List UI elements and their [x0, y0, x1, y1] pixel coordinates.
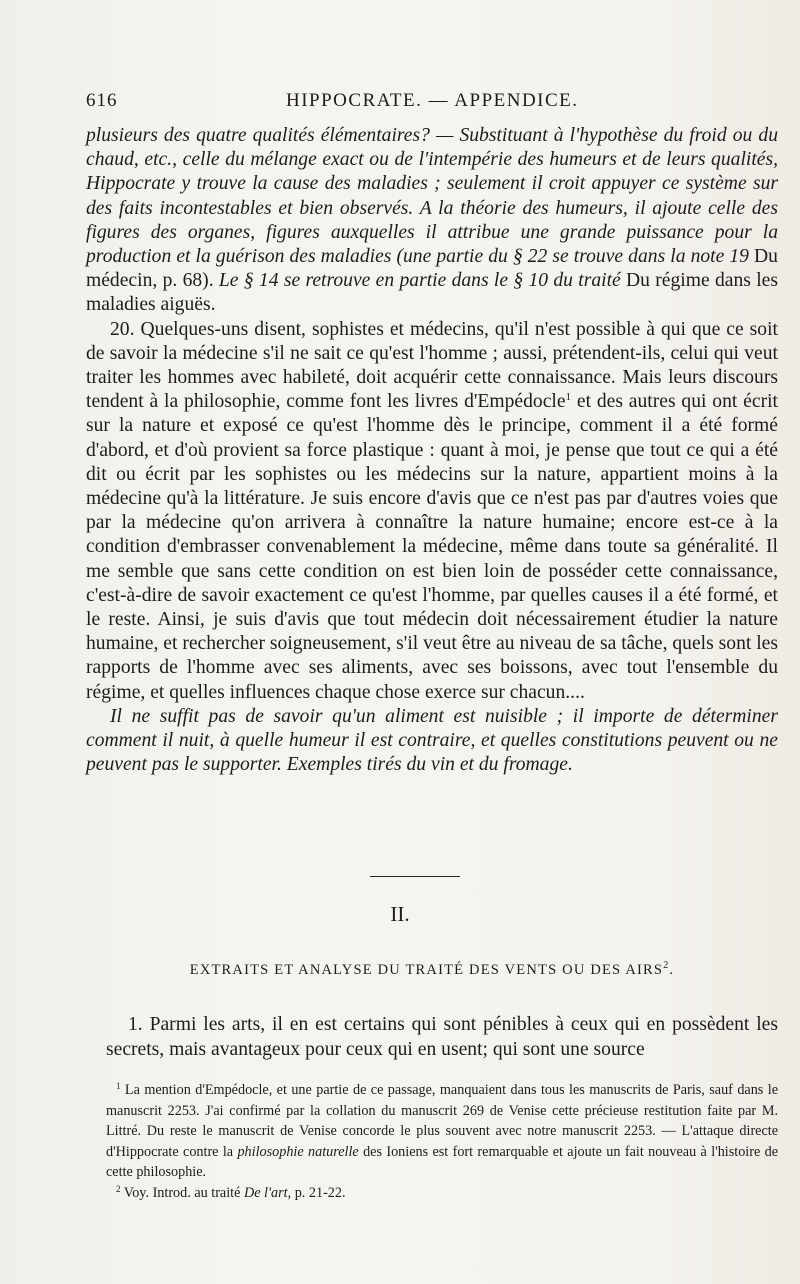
paragraph-20-text-b: et des autres qui ont écrit sur la nature et exposé ce qu'est l'homme dès le principe, comment il a été formé d'abord, et d'où provient sa force plastique : quant à moi, je pense que tout ce qui a été dit ou écrit par les sophistes ou les médecins sur la nature, appartient moins à la médecine qu'à la littérature. Je suis encore d'avis que ce n'est pas par d'autres voies que par la médecine qu'on arrivera à connaître la nature humaine; encore est-ce à la condition d'embrasser convenablement la médecine, même dans toute sa généralité. Il me semble que sans cette condition on est bien loin de posséder cette connaissance, c'est-à-dire de savoir exactement ce qu'est l'homme, par quelles causes il a été formé, et le reste. Ainsi, je suis d'avis que tout médecin doit nécessairement étudier la nature humaine, et rechercher soigneusement, s'il veut être au niveau de sa tâche, quels sont les rapports de l'homme avec ses aliments, avec ses boissons, avec tout l'ensemble du régime, et quelles influences chaque chose exerce sur chacun....: [86, 391, 778, 703]
footnote-2-text-a: Voy. Introd. au traité: [120, 1184, 244, 1201]
running-header: [86, 90, 776, 118]
treatise-reference: Du médecin, p. 68).: [86, 246, 778, 292]
italic-cross-reference: Le § 14 se retrouve en partie dans le § 10 du traité: [218, 270, 621, 292]
footnote-2: [106, 1183, 778, 1204]
footnote-ref-2: 2: [663, 960, 670, 971]
footnote-2-mark: 2: [116, 1183, 121, 1194]
footnote-1-italic: philosophie naturelle: [237, 1143, 359, 1160]
paragraph-1-vents: 1. Parmi les arts, il en est certains qui sont pénibles à ceux qui en possèdent les secrets, mais avantageux pour ceux qui en usent; qui sont une source: [106, 1014, 778, 1060]
paragraph-20: [86, 318, 778, 705]
paragraph-summary: [86, 124, 778, 318]
footnote-1-text-b: des Ioniens est fort remarquable et ajoute un fait nouveau à l'histoire de cette philosophie.: [106, 1143, 778, 1180]
section-heading: [86, 962, 778, 979]
section-text: [106, 1012, 778, 1062]
italic-summary-paragraph: Il ne suffit pas de savoir qu'un aliment est nuisible ; il importe de déterminer comment il nuit, à quelle humeur il est contraire, et quelles constitutions peuvent ou ne peuvent pas le supporter. Exemples tirés du vin et du fromage.: [86, 705, 778, 776]
paragraph-20-text-a: 20. Quelques-uns disent, sophistes et médecins, qu'il n'est possible à qui que ce soit de savoir la médecine s'il ne sait ce qu'est l'homme ; aussi, prétendent-ils, celui qui veut traiter les hommes avec habileté, doit acquérir cette connaissance. Mais leurs discours tendent à la philosophie, comme font les livres d'Empédocle: [86, 318, 778, 413]
italic-summary-text: plusieurs des quatre qualités élémentaires? — Substituant à l'hypothèse du froid ou du chaud, etc., celle du mélange exact ou de l'intempérie des humeurs et de leurs qualités, Hippocrate y trouve la cause des maladies ; seulement il croit appuyer ce système sur des faits incontestables et bien observés. A la théorie des humeurs, il ajoute celle des figures des organes, figures auxquelles il attribue une grande puissance pour la production et la guérison des maladies (une partie du § 22 se trouve dans la note 19: [86, 125, 778, 268]
section-heading-end: .: [669, 962, 675, 978]
footnote-1-mark: 1: [116, 1081, 121, 1091]
treatise-reference-2: Du régime dans les maladies aiguës.: [86, 270, 778, 316]
section-divider: [370, 876, 460, 877]
section-number: II.: [390, 902, 410, 926]
footnote-1: [106, 1080, 778, 1183]
footnotes: [106, 1080, 778, 1203]
main-text: [86, 124, 778, 777]
footnote-2-italic: De l'art: [243, 1184, 288, 1201]
page-number: 616: [86, 90, 118, 111]
footnote-ref-1: 1: [565, 391, 572, 404]
section-heading-text: EXTRAITS ET ANALYSE DU TRAITÉ DES VENTS OU DES AIRS: [189, 962, 664, 978]
running-title: HIPPOCRATE. — APPENDICE.: [286, 90, 579, 111]
footnote-2-text-b: , p. 21-22.: [287, 1184, 346, 1201]
footnote-1-text-a: La mention d'Empédocle, et une partie de ce passage, manquaient dans tous les manuscrits de Paris, sauf dans le manuscrit 2253. J'ai confirmé par la collation du manuscrit 269 de Venise cette précieuse restitution faite par M. Littré. Du reste le manuscrit de Venise concorde le plus souvent avec notre manuscrit 2253. — L'attaque directe d'Hippocrate contre la: [106, 1082, 778, 1160]
